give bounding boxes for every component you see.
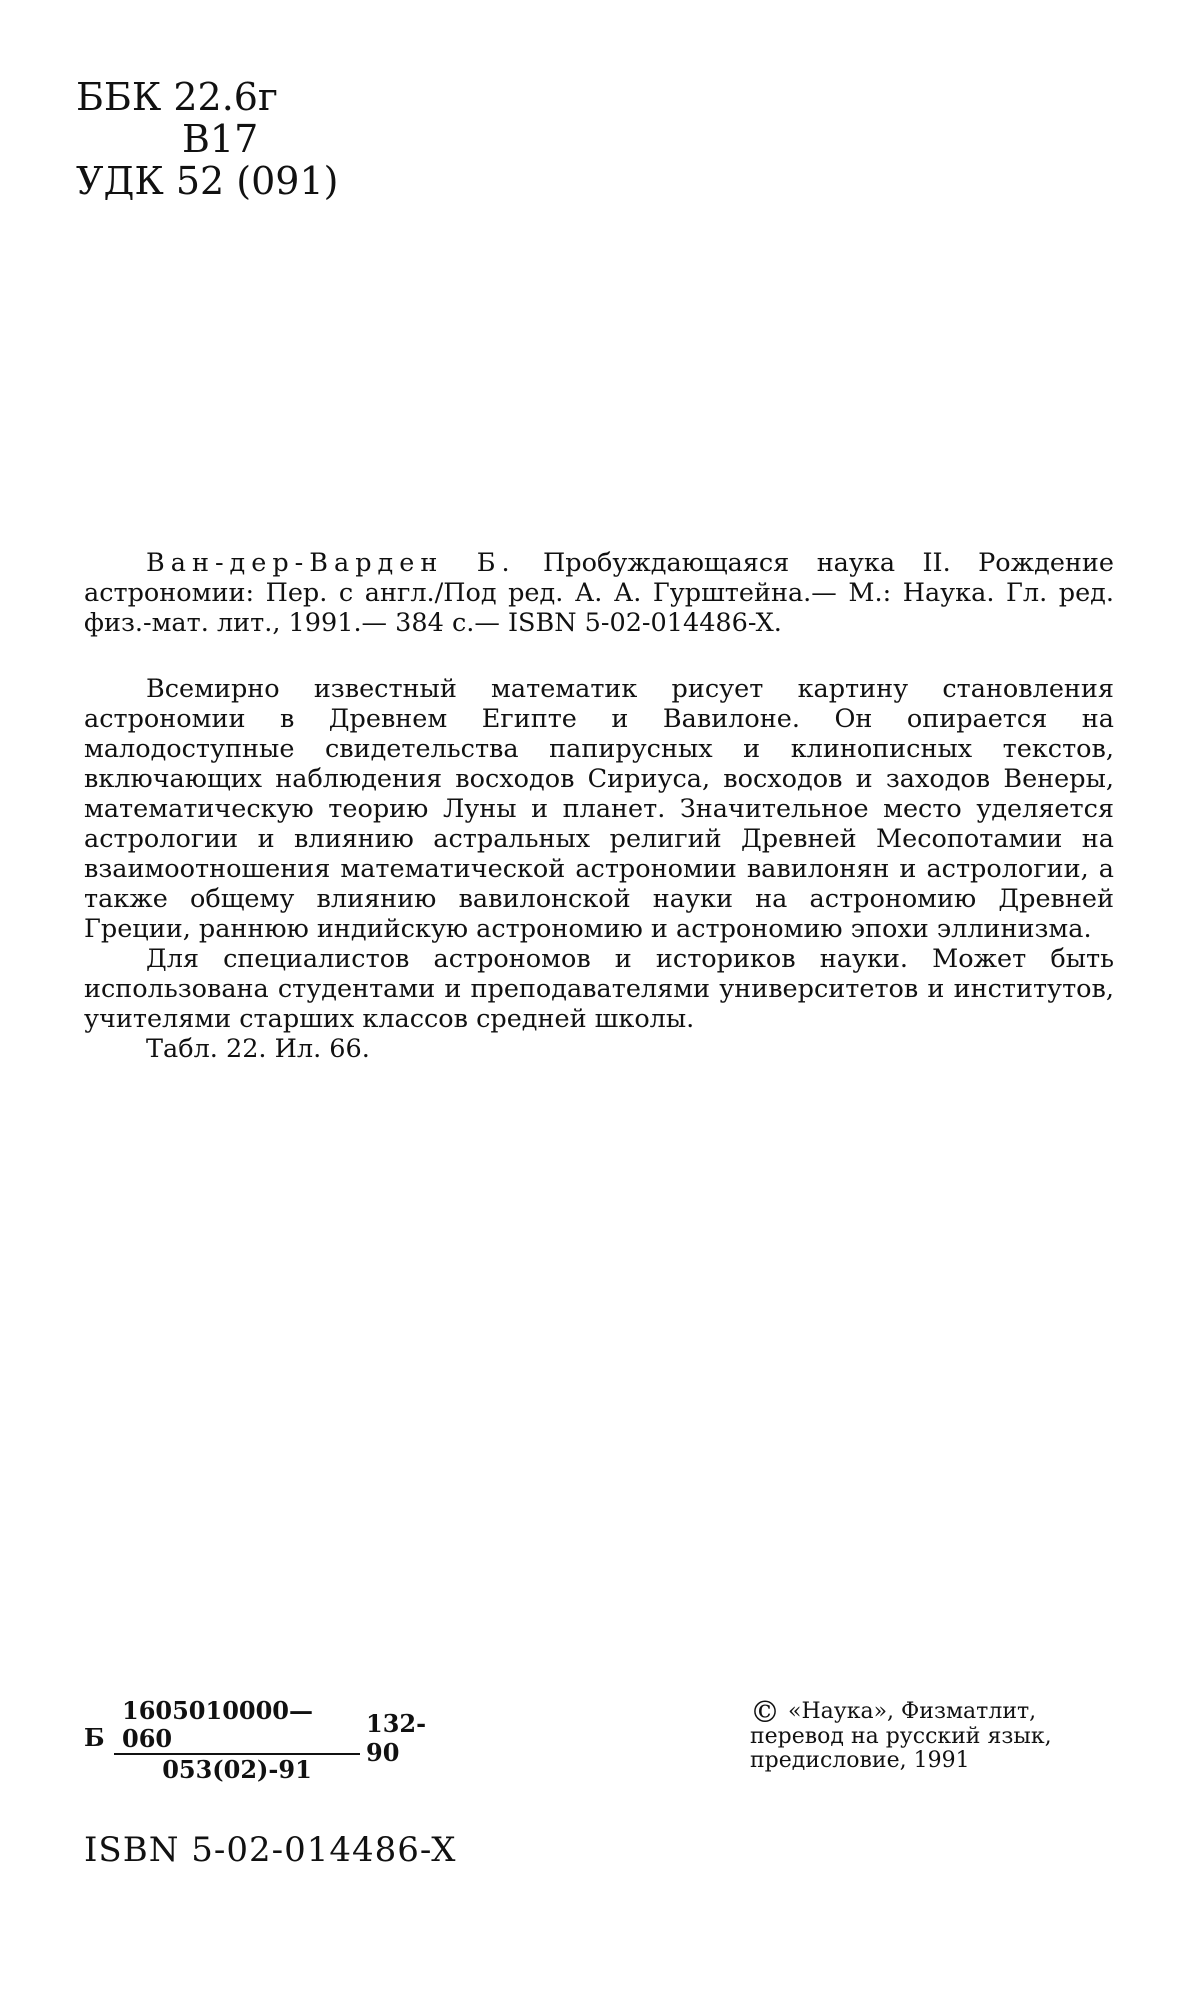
reference-text: Пробуждающаяся наука II. Рождение астрономии: Пер. с англ./Под ред. А. А. Гурштейна.— М.: Наука. Гл. ред. физ.-мат. лит., 1991.— 384 с.— ISBN 5-02-014486-X. [84, 548, 1114, 638]
catalog-code-denominator: 053(02)-91 [162, 1755, 312, 1784]
copyright-line-1 [750, 1695, 1052, 1730]
copyright-holder: «Наука», Физматлит, [788, 1699, 1037, 1724]
catalog-code-numerator: 1605010000—060 [114, 1697, 360, 1755]
udk-code: УДК 52 (091) [76, 159, 339, 203]
copyright-line-2: перевод на русский язык, [750, 1724, 1052, 1749]
bibliographic-reference [84, 548, 1114, 638]
bbk-code: ББК 22.6г [76, 75, 278, 119]
abstract-block [84, 548, 1114, 1064]
classification-block [76, 76, 338, 202]
copyright-icon: © [750, 1695, 780, 1730]
catalog-code-fraction [114, 1697, 360, 1785]
copyright-notice [750, 1695, 1052, 1773]
isbn: ISBN 5-02-014486-X [84, 1830, 457, 1870]
abstract-paragraph-1: Всемирно известный математик рисует картину становления астрономии в Древнем Египте и Вавилоне. Он опирается на малодоступные свидетельства папирусных и клинописных текстов, включающих наблюдения восходов Сириуса, восходов и заходов Венеры, математическую теорию Луны и планет. Значительное место уделяется астрологии и влиянию астральных религий Древней Месопотамии на взаимоотношения математической астрономии вавилонян и астрологии, а также общему влиянию вавилонской науки на астрономию Древней Греции, раннюю индийскую астрономию и астрономию эпохи эллинизма. [84, 674, 1114, 944]
abstract-paragraph-2: Для специалистов астрономов и историков науки. Может быть использована студентами и преподавателями университетов и институтов, учителями старших классов средней школы. [84, 944, 1114, 1034]
author-mark: В17 [182, 117, 259, 161]
catalog-code-suffix: 132-90 [366, 1709, 427, 1767]
catalog-code-prefix: Б [84, 1723, 105, 1752]
abstract-paragraph-3: Табл. 22. Ил. 66. [146, 1034, 370, 1064]
copyright-line-3: предисловие, 1991 [750, 1748, 970, 1773]
reference-author: Ван-дер-Варден Б. [146, 548, 516, 578]
